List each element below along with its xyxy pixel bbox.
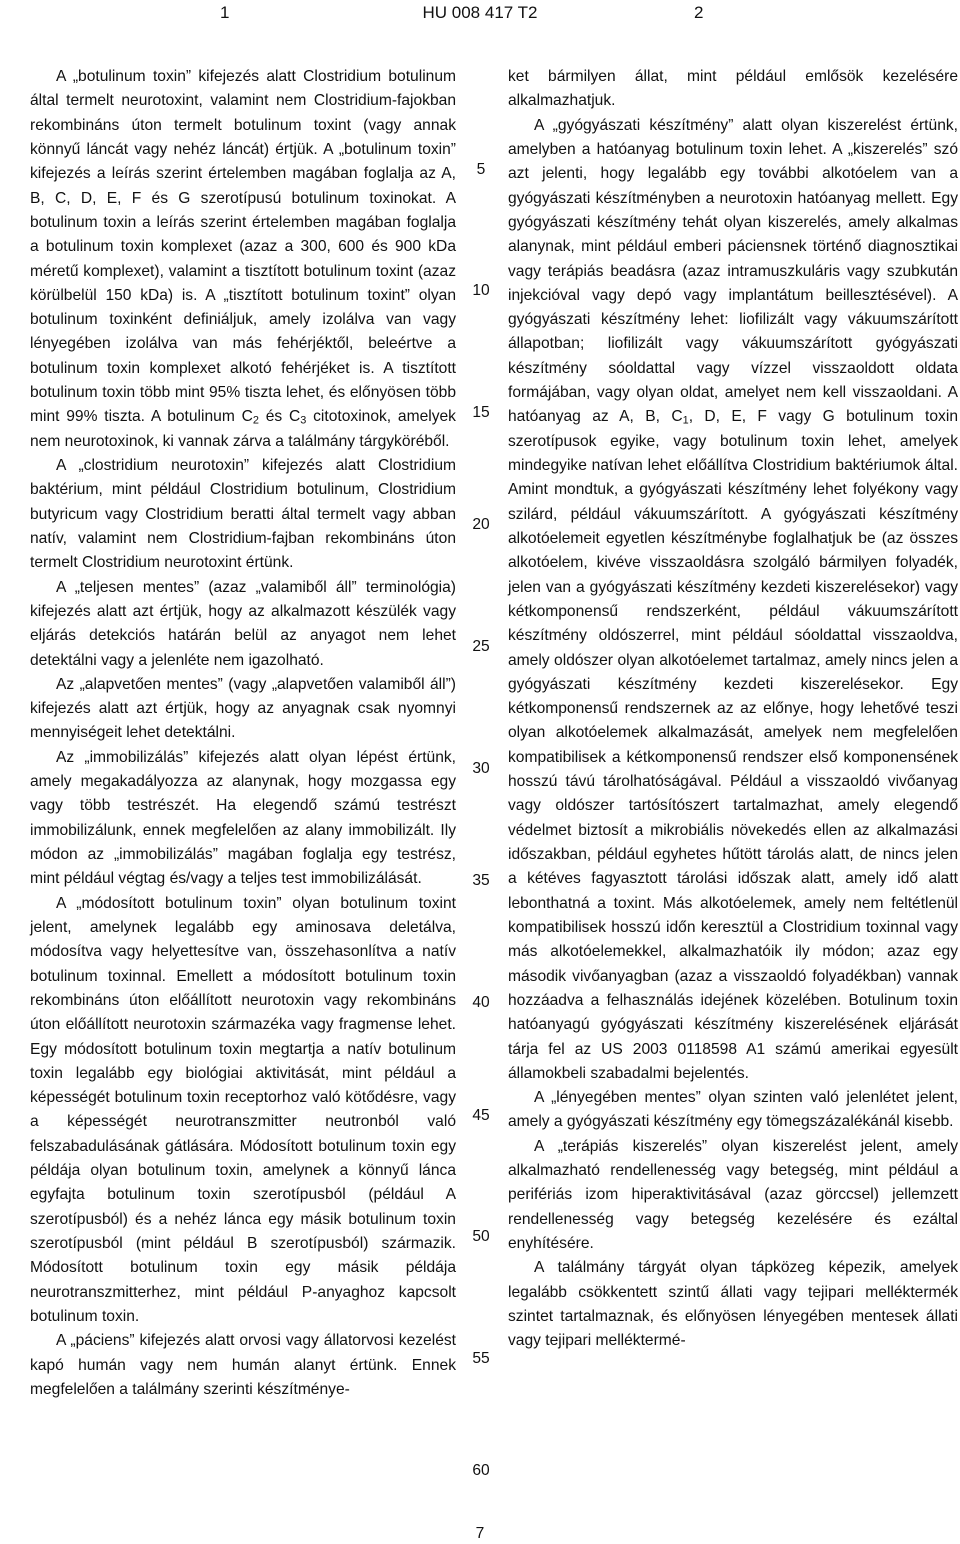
paragraph-continuation: ket bármilyen állat, mint például emlősök kezelésére alkalmazhatjuk. <box>508 68 958 110</box>
line-number: 10 <box>472 282 490 299</box>
subscript: 3 <box>300 415 307 428</box>
subscript: 1 <box>682 415 689 428</box>
paragraph-botulinum-toxin-definition <box>30 65 456 454</box>
paragraph-text: A „botulinum toxin” kifejezés alatt Clostridium botulinum által termelt neurotoxint, valamint nem Clostridium-fajokban rekombináns úton termelt botulinum toxint (vagy annak könnyű láncát vagy nehéz láncát) értjük. A „botulinum toxin” kifejezés a leírás szerint értelemben magában foglalja az A, B, C, D, E, F és G szerotípusú botulinum toxinokat. A botulinum toxin a leírás szerint értelemben magában foglalja a botulinum toxin komplexet (azaz a 300, 600 és 900 kDa méretű komplexet), valamint a tisztított botulinum toxint (azaz körülbelül 150 kDa) is. A „tisztított botulinum toxint” olyan botulinum toxinként definiáljuk, amely izolálva van vagy lényegében izolálva van más fehérjéktől, beleértve a botulinum toxin komplexet alkotó fehérjéket is. A tisztított botulinum toxin több mint 95% tiszta lehet, és előnyösen több mint 99% tiszta. A botulinum C <box>30 68 456 426</box>
page-number: 7 <box>475 1525 485 1542</box>
paragraph-gyogyaszati-keszitmeny <box>508 114 958 1087</box>
paragraph-paciens: A „páciens” kifejezés alatt orvosi vagy állatorvosi kezelést kapó humán vagy nem humán alanyt értünk. Ennek megfelelően a találmány szerinti készítménye- <box>30 1332 456 1398</box>
paragraph-lenyegeben-mentes: A „lényegében mentes” olyan szinten való jelenlétet jelent, amely a gyógyászati készítmény egy tömegszázalékánál kisebb. <box>508 1089 958 1131</box>
paragraph-alapvetoen-mentes: Az „alapvetően mentes” (vagy „alapvetően valamiből áll”) kifejezés alatt azt értjük, hogy az anyagnak csak nyomnyi mennyiségeit lehet detektálni. <box>30 675 456 742</box>
paragraph-teljesen-mentes: A „teljesen mentes” (azaz „valamiből áll” terminológia) kifejezés alatt azt értjük, hogy az alkalmazott készülék vagy eljárás detekciós határán belül az anyagot nem lehet detektálni vagy a jelenléte nem igazolható. <box>30 578 456 669</box>
line-number: 45 <box>472 1107 490 1124</box>
paragraph-immobilizalas: Az „immobilizálás” kifejezés alatt olyan lépést értünk, amely megakadályozza az alanynak, hogy mozgassa egy vagy több testrészét. Ha elegendő számú testrészt immobilizálunk, ennek megfelelően az alany immobilizált. Ily módon az „immobilizálás” magában foglalja egy testrész, mint például végtag és/vagy a teljes test immobilizálását. <box>30 748 456 888</box>
header-column-number-left: 1 <box>220 3 230 22</box>
line-number: 35 <box>472 872 490 889</box>
line-number: 50 <box>472 1228 490 1245</box>
line-number: 20 <box>472 516 490 533</box>
paragraph-text: és C <box>258 408 301 426</box>
subscript: 2 <box>252 415 259 428</box>
line-number: 40 <box>472 994 490 1011</box>
paragraph-clostridium-neurotoxin: A „clostridium neurotoxin” kifejezés alatt Clostridium baktérium, mint például Clostridium botulinum, Clostridium butyricum vagy Clostridium beratti által termelt vagy abban natív, valamint nem Clostridium-fajban rekombináns úton termelt Clostridium neurotoxint értünk. <box>30 457 456 572</box>
line-number: 5 <box>476 161 486 178</box>
line-number: 30 <box>472 760 490 777</box>
left-text-column <box>30 65 456 1402</box>
right-text-column <box>508 65 958 1354</box>
paragraph-text: citotoxinok, amelyek nem neurotoxinok, ki vannak zárva a találmány tárgyköréből. <box>30 408 456 450</box>
line-number: 25 <box>472 638 490 655</box>
paragraph-text: A „gyógyászati készítmény” alatt olyan kiszerelést értünk, amelyben a hatóanyag botulinum toxin lehet. A „kiszerelés” szó azt jelenti, hogy legalább egy további alkotóelem van a gyógyászati készítményben a neurotoxin hatóanyag mellett. Egy gyógyászati készítmény tehát olyan kiszerelés, amely alkalmas alanynak, mint például emberi páciensnek történő diagnosztikai vagy terápiás beadásra (azaz intramuszkuláris vagy szubkután injekcióval vagy depó vagy implantátum beillesztésével). A gyógyászati készítmény lehet: liofilizált vagy vákuumszárított állapotban; liofilizált vagy vákuumszárított gyógyászati készítmény sóoldattal vagy vízzel visszaoldott oldata formájában, vagy olyan oldat, amelyet nem kell visszaoldani. A hatóanyag az A, B, C <box>508 116 958 426</box>
header-document-number: HU 008 417 T2 <box>422 3 538 22</box>
paragraph-text: , D, E, F vagy G botulinum toxin szerotípusok egyike, vagy botulinum toxin lehet, amelyek mindegyike natívan lehet előállítva Clostridium baktériumok által. Amint mondtuk, a gyógyászati készítmény lehet folyékony vagy szilárd, például vákuumszárított. A gyógyászati készítmény alkotóelemeit egyetlen készítménybe foglalhatjuk be (az összes alkotóelem, kivéve visszaoldásra szolgáló bármilyen folyadék, jelen van a gyógyászati készítmény kezdeti kiszerelésekor) vagy kétkomponensű rendszerként, például vákuumszárított készítmény oldószerrel, mint például sóoldattal visszaoldva, amely oldószer olyan alkotóelemet tartalmaz, amely nincs jelen a gyógyászati készítmény kezdeti kiszerelésekor. Egy kétkomponensű rendszernek az az előnye, hogy lehetővé teszi olyan alkotóelemek alkalmazását, amelyek nem megfelelően kompatibilisek a kétkomponensű rendszer első komponensének hosszú távú tárolhatóságával. Például a visszaoldó vivőanyag vagy oldószer tartósítószert tartalmazhat, amely elegendő védelmet biztosít a mikrobiális növekedés ellen az alkalmazási időszakban, például egyhetes hűtött tárolás alatt, de nincs jelen a kétéves fagyasztott tárolási időszak alatt, amely idő alatt lebonthatná a toxint. Más alkotóelemek, amely nem feltétlenül kompatibilisek hosszú időn keresztül a Clostridium toxinnal vagy más alkotóelemekkel, alkalmazhatóik ily módon; azaz egy második vivőanyagban (azaz a visszaoldó folyadékban) vannak hozzáadva a felhasználás idejének közelében. Botulinum toxin hatóanyagú gyógyászati készítmény kiszerelésének eljárását tárja fel az US 2003 0118598 A1 számú amerikai egyesült államokbeli szabadalmi bejelentés. <box>508 408 958 1082</box>
line-number: 60 <box>472 1462 490 1479</box>
line-number: 55 <box>472 1350 490 1367</box>
paragraph-talalmany-targya: A találmány tárgyát olyan tápközeg képezik, amelyek legalább csökkentett szintű állati vagy tejipari melléktermék szintet tartalmaznak, és előnyösen lényegében mentesek állati vagy tejipari melléktermé- <box>508 1259 958 1350</box>
line-number: 15 <box>472 404 490 421</box>
header-column-number-right: 2 <box>694 3 704 22</box>
paragraph-terapias-kiszereles: A „terápiás kiszerelés” olyan kiszerelést jelent, amely alkalmazható rendellenesség vagy betegség, mint például a perifériás izom hiperaktivitásával (azaz görccsel) jellemzett rendellenesség vagy betegség kezelésére és ezáltal enyhítésére. <box>508 1137 958 1252</box>
paragraph-modositott-botulinum-toxin: A „módosított botulinum toxin” olyan botulinum toxint jelent, amelynek legalább egy aminosava deletálva, módosítva vagy helyettesítve van, összehasonlítva a natív botulinum toxinnal. Emellett a módosított botulinum toxin rekombináns úton előállított neurotoxin vagy rekombináns úton előállított neurotoxin származéka vagy fragmense lehet. Egy módosított botulinum toxin megtartja a natív botulinum toxin legalább egy biológiai aktivitását, mint például a képességét botulinum toxin receptorhoz való kötődésre, vagy a képességét neurotranszmitter neutronból való felszabadulásának gátlására. Módosított botulinum toxin egy példája olyan botulinum toxin, amelynek a könnyű lánca egyfajta botulinum toxin szerotípusból (például A szerotípusból) és a nehéz lánca egy másik botulinum toxin szerotípusból (mint például B szerotípusból) származik. Módosított botulinum toxin egy másik példája neurotranszmitterhez, mint például P-anyaghoz kapcsolt botulinum toxin. <box>30 894 456 1325</box>
